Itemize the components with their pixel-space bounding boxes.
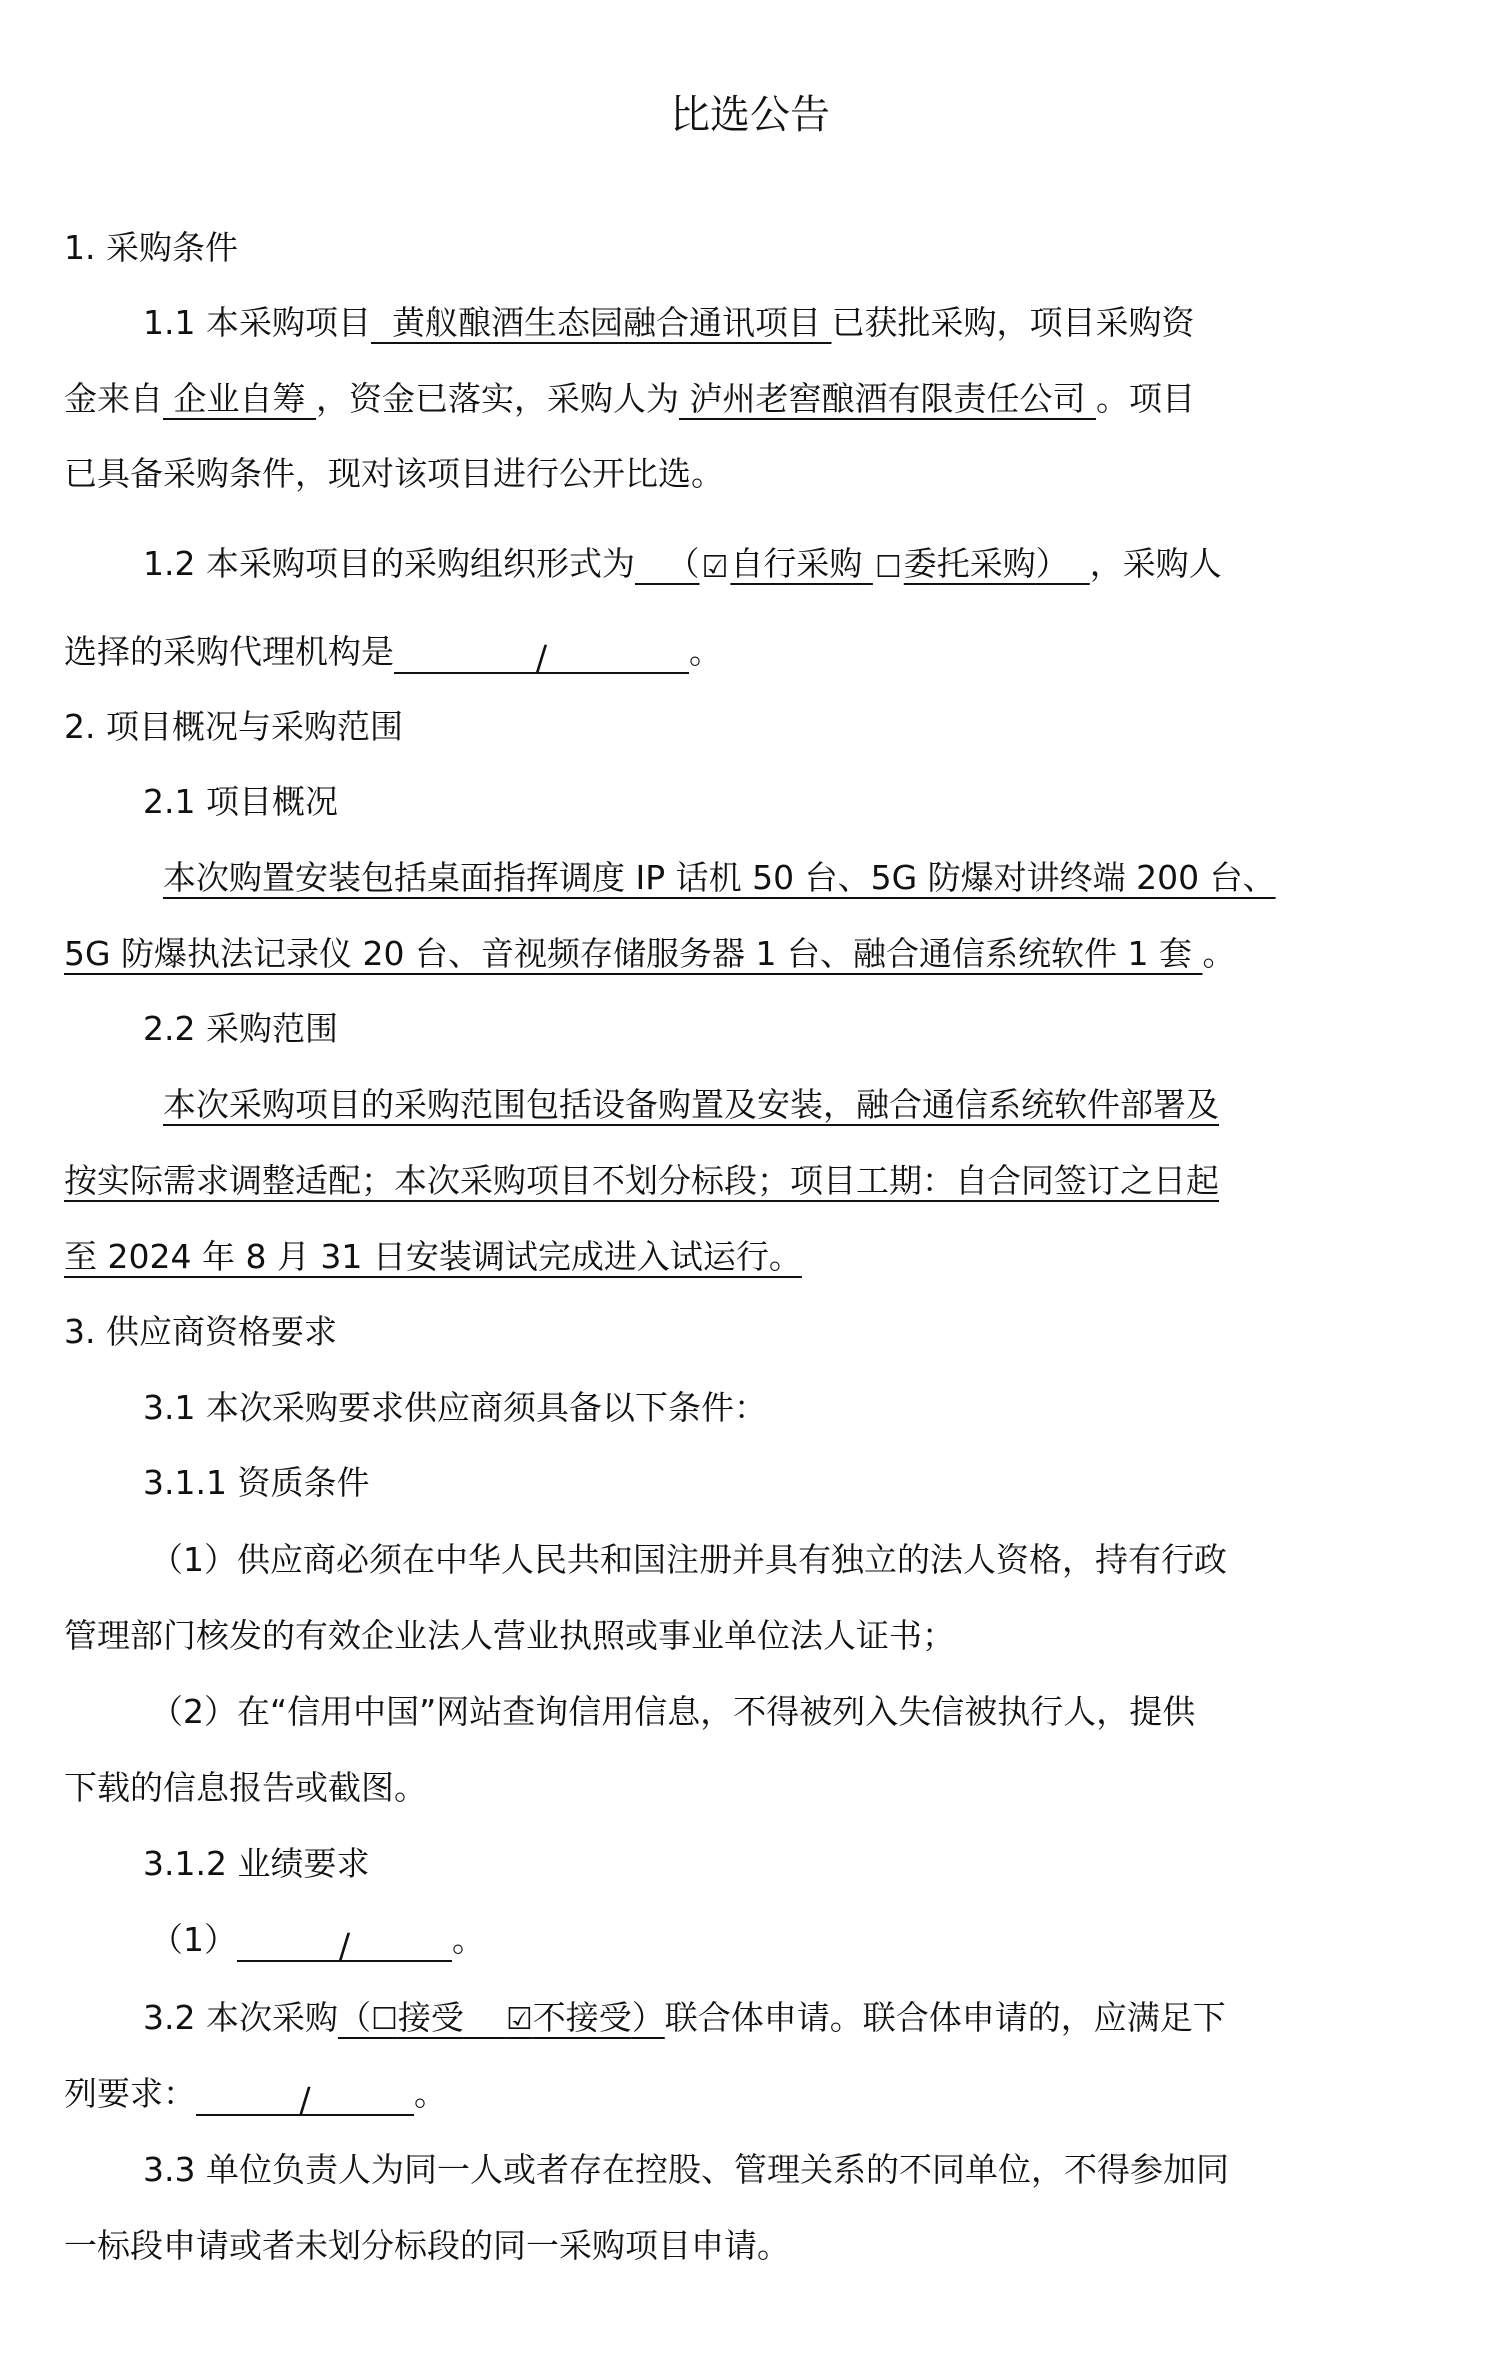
text: 选择的采购代理机构是 (64, 632, 394, 671)
org-form-field: （☑自行采购 ☐委托采购） (634, 544, 1090, 585)
section-3-heading: 3. 供应商资格要求 (64, 1312, 337, 1351)
para-1-2-line2 (0, 630, 1500, 677)
para-1-1-line1 (0, 301, 1500, 345)
subsection-3-1-1-heading: 3.1.1 资质条件 (143, 1463, 370, 1502)
qualification-2-line1: （2）在“信用中国”网站查询信用信息，不得被列入失信被执行人，提供 (150, 1692, 1196, 1731)
para-3-3-line2: 一标段申请或者未划分标段的同一采购项目申请。 (64, 2226, 790, 2265)
text: 。 (1202, 934, 1236, 973)
text: 。 (414, 2074, 447, 2113)
qualification-1-line1: （1）供应商必须在中华人民共和国注册并具有独立的法人资格，持有行政 (150, 1540, 1227, 1579)
subsection-3-1-2-heading: 3.1.2 业绩要求 (143, 1844, 370, 1883)
text: 1.1 本采购项目 (143, 303, 371, 342)
scope-line3 (0, 1235, 1500, 1279)
text: 按实际需求调整适配；本次采购项目不划分标段；项目工期：自合同签订之日起 (64, 1161, 1219, 1200)
text: 列要求： (64, 2074, 196, 2113)
purchaser-field: 泸州老窖酿酒有限责任公司 (689, 379, 1086, 418)
subsection-2-1-heading: 2.1 项目概况 (143, 782, 338, 821)
text: ，采购人 (1089, 544, 1222, 583)
agent-field: / (394, 636, 689, 674)
consortium-option-field: （☐接受 ☑不接受） (337, 1998, 665, 2037)
checkbox-not-accept[interactable]: ☑ (505, 2002, 533, 2037)
scope-line2 (0, 1159, 1500, 1203)
text: 已获批采购，项目采购资 (831, 303, 1195, 342)
scope-line1 (143, 1083, 1500, 1127)
project-name-field: 黄舣酿酒生态园融合通讯项目 (391, 303, 821, 342)
page-title: 比选公告 (670, 92, 830, 138)
text: 联合体申请。联合体申请的，应满足下 (664, 1998, 1226, 2037)
text: 本次采购项目的采购范围包括设备购置及安装，融合通信系统软件部署及 (163, 1085, 1219, 1124)
text: 。 (452, 1920, 485, 1959)
para-3-2-line1 (0, 1996, 1500, 2042)
consortium-requirements-field: / (196, 2078, 414, 2116)
subsection-2-2-heading: 2.2 采购范围 (143, 1009, 338, 1048)
text: 5G 防爆执法记录仪 20 台、音视频存储服务器 1 台、融合通信系统软件 1 套 (64, 934, 1192, 973)
checkbox-self-purchase[interactable]: ☑ (701, 550, 729, 585)
text: ，资金已落实，采购人为 (316, 379, 679, 418)
performance-item-1 (150, 1918, 1500, 1965)
text: 。项目 (1096, 379, 1195, 418)
checkbox-accept[interactable]: ☐ (370, 2002, 398, 2037)
performance-field: / (237, 1924, 452, 1962)
para-3-1: 3.1 本次采购要求供应商须具备以下条件： (143, 1388, 767, 1427)
para-1-1-line3: 已具备采购条件，现对该项目进行公开比选。 (64, 454, 724, 493)
text: （1） (150, 1920, 237, 1959)
section-2-heading: 2. 项目概况与采购范围 (64, 707, 403, 746)
overview-line1 (143, 856, 1423, 900)
section-1-heading: 1. 采购条件 (64, 228, 238, 267)
text: 1.2 本采购项目的采购组织形式为 (143, 544, 635, 583)
checkbox-entrusted-purchase[interactable]: ☐ (874, 550, 902, 585)
text: 金来自 (64, 379, 163, 418)
para-3-2-line2 (0, 2072, 1500, 2119)
text: 。 (689, 632, 722, 671)
qualification-2-line2: 下载的信息报告或截图。 (64, 1768, 427, 1807)
para-1-2-line1 (0, 542, 1500, 586)
para-3-3-line1: 3.3 单位负责人为同一人或者存在控股、管理关系的不同单位，不得参加同 (143, 2150, 1229, 2189)
fund-source-field: 企业自筹 (173, 379, 306, 418)
text: 至 2024 年 8 月 31 日安装调试完成进入试运行。 (64, 1237, 802, 1276)
text: 本次购置安装包括桌面指挥调度 IP 话机 50 台、5G 防爆对讲终端 200 台、 (163, 858, 1276, 897)
text: 3.2 本次采购 (143, 1998, 338, 2037)
overview-line2 (0, 932, 1500, 976)
qualification-1-line2: 管理部门核发的有效企业法人营业执照或事业单位法人证书； (64, 1616, 955, 1655)
para-1-1-line2 (0, 377, 1500, 421)
